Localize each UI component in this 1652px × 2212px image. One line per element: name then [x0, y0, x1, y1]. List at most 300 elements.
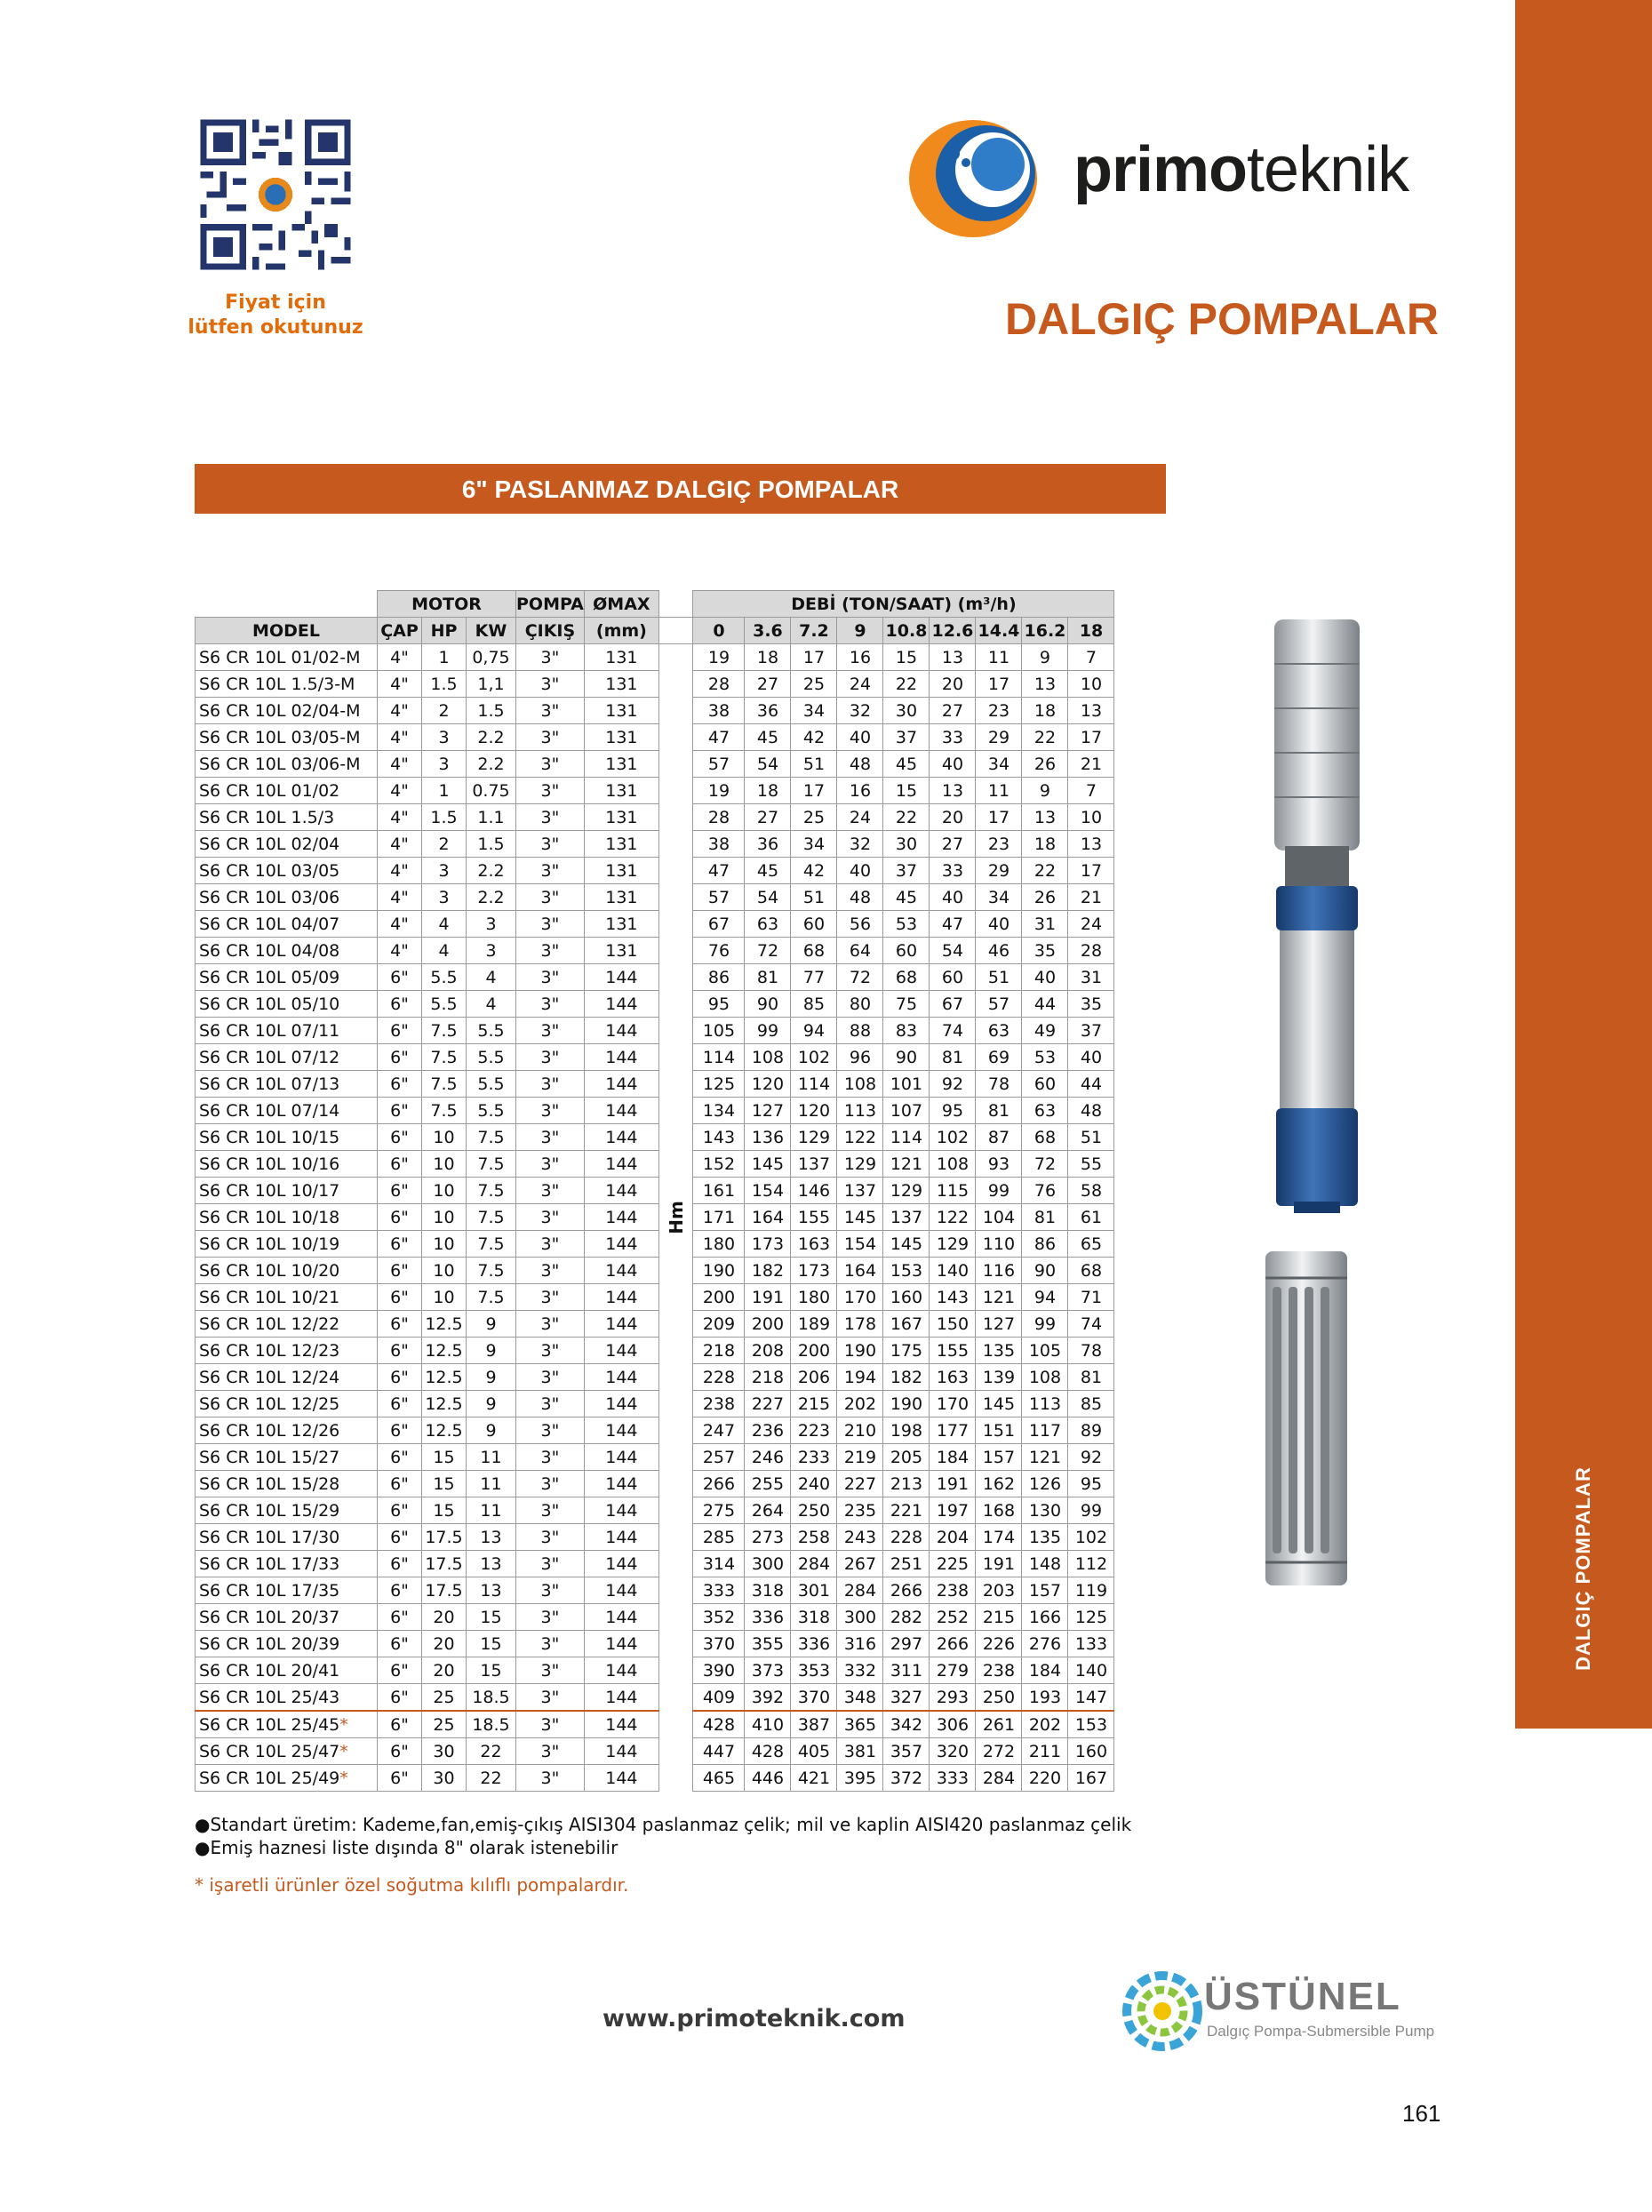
cell-head: 38 [693, 831, 745, 858]
cell-head: 40 [976, 911, 1022, 938]
cell-head: 332 [837, 1657, 883, 1684]
cell-head: 17 [976, 804, 1022, 831]
cell-head: 213 [883, 1471, 930, 1497]
cell-outlet: 3" [516, 671, 585, 698]
cell-model [196, 1604, 378, 1631]
cell-head: 63 [1022, 1098, 1068, 1124]
model-name: S6 CR 10L 17/30 [199, 1527, 340, 1547]
table-row [196, 1631, 1114, 1657]
cell-kw: 22 [467, 1765, 516, 1792]
cell-head: 47 [693, 858, 745, 884]
cell-head: 48 [1068, 1098, 1114, 1124]
cell-kw: 9 [467, 1417, 516, 1444]
model-name: S6 CR 10L 12/25 [199, 1393, 340, 1414]
cell-head: 127 [976, 1311, 1022, 1338]
cell-head: 272 [976, 1738, 1022, 1765]
cell-head: 107 [883, 1098, 930, 1124]
cell-head: 410 [745, 1711, 791, 1738]
cell-head: 105 [1022, 1338, 1068, 1364]
cell-head: 81 [1068, 1364, 1114, 1391]
cell-hp: 2 [422, 831, 467, 858]
cell-hp: 12.5 [422, 1391, 467, 1417]
cell-head: 392 [745, 1684, 791, 1712]
cell-head: 42 [791, 858, 837, 884]
cell-outlet: 3" [516, 1471, 585, 1497]
cell-head: 37 [883, 724, 930, 751]
cell-head: 336 [791, 1631, 837, 1657]
cell-head: 370 [791, 1684, 837, 1712]
cell-omax: 131 [584, 858, 658, 884]
cell-head: 275 [693, 1497, 745, 1524]
table-row [196, 858, 1114, 884]
page-number: 161 [1402, 2100, 1441, 2127]
cell-cap: 6" [378, 1684, 422, 1712]
cell-model [196, 1765, 378, 1792]
cell-omax: 144 [584, 1071, 658, 1098]
cell-head: 153 [883, 1258, 930, 1284]
cell-hp: 25 [422, 1711, 467, 1738]
cell-hp: 1 [422, 778, 467, 804]
table-row [196, 778, 1114, 804]
cell-head: 37 [1068, 1018, 1114, 1044]
cell-head: 182 [883, 1364, 930, 1391]
cell-outlet: 3" [516, 1577, 585, 1604]
model-name: S6 CR 10L 15/27 [199, 1447, 340, 1467]
cell-cap: 4" [378, 724, 422, 751]
cell-head: 150 [930, 1311, 976, 1338]
model-name: S6 CR 10L 07/11 [199, 1020, 340, 1041]
model-name: S6 CR 10L 02/04-M [199, 700, 361, 721]
cell-model [196, 1338, 378, 1364]
cell-head: 164 [837, 1258, 883, 1284]
table-row [196, 884, 1114, 911]
table-row [196, 1044, 1114, 1071]
cell-kw: 1.5 [467, 831, 516, 858]
table-row [196, 1151, 1114, 1178]
cell-kw: 7.5 [467, 1151, 516, 1178]
cell-head: 60 [1022, 1071, 1068, 1098]
cell-head: 336 [745, 1604, 791, 1631]
cell-kw: 2.2 [467, 858, 516, 884]
cell-head: 18 [745, 644, 791, 671]
cell-head: 157 [1022, 1577, 1068, 1604]
cell-head: 31 [1068, 964, 1114, 991]
cell-head: 209 [693, 1311, 745, 1338]
cell-head: 81 [976, 1098, 1022, 1124]
cell-head: 40 [1068, 1044, 1114, 1071]
cell-cap: 6" [378, 1551, 422, 1577]
cell-omax: 131 [584, 671, 658, 698]
cell-outlet: 3" [516, 1444, 585, 1471]
model-name: S6 CR 10L 17/35 [199, 1580, 340, 1601]
cell-head: 45 [745, 858, 791, 884]
cell-outlet: 3" [516, 644, 585, 671]
footnotes [195, 1813, 1131, 1897]
table-row [196, 1604, 1114, 1631]
cell-head: 28 [693, 671, 745, 698]
cell-outlet: 3" [516, 1204, 585, 1231]
cell-head: 11 [976, 778, 1022, 804]
header-flow: 0 [693, 618, 745, 644]
cell-head: 170 [930, 1391, 976, 1417]
cell-head: 102 [791, 1044, 837, 1071]
cell-head: 63 [976, 1018, 1022, 1044]
cell-head: 148 [1022, 1551, 1068, 1577]
cell-head: 47 [930, 911, 976, 938]
table-row [196, 1178, 1114, 1204]
cell-head: 122 [837, 1124, 883, 1151]
cell-head: 342 [883, 1711, 930, 1738]
cell-head: 51 [976, 964, 1022, 991]
cell-hp: 20 [422, 1604, 467, 1631]
header-flow: 16.2 [1022, 618, 1068, 644]
special-cooling-star: * [339, 1714, 348, 1735]
model-name: S6 CR 10L 05/09 [199, 967, 340, 987]
cell-head: 105 [693, 1018, 745, 1044]
cell-kw: 7.5 [467, 1258, 516, 1284]
cell-head: 56 [837, 911, 883, 938]
table-row [196, 1657, 1114, 1684]
cell-head: 72 [837, 964, 883, 991]
brand-bold: primo [1073, 134, 1248, 205]
cell-hp: 10 [422, 1258, 467, 1284]
cell-model [196, 1151, 378, 1178]
table-row [196, 1497, 1114, 1524]
cell-head: 13 [1022, 804, 1068, 831]
cell-head: 60 [791, 911, 837, 938]
cell-head: 137 [837, 1178, 883, 1204]
cell-kw: 9 [467, 1338, 516, 1364]
pump-spec-table [195, 590, 1114, 1792]
cell-head: 22 [883, 804, 930, 831]
cell-kw: 1.1 [467, 804, 516, 831]
cell-kw: 18.5 [467, 1711, 516, 1738]
cell-kw: 2.2 [467, 724, 516, 751]
cell-head: 65 [1068, 1231, 1114, 1258]
cell-head: 160 [1068, 1738, 1114, 1765]
brand-light: teknik [1247, 134, 1409, 205]
cell-head: 45 [883, 751, 930, 778]
cell-head: 208 [745, 1338, 791, 1364]
cell-head: 134 [693, 1098, 745, 1124]
hm-axis-label [658, 644, 693, 1792]
cell-head: 99 [745, 1018, 791, 1044]
website-link[interactable]: www.primoteknik.com [603, 2005, 906, 2032]
cell-cap: 6" [378, 1471, 422, 1497]
model-name: S6 CR 10L 15/28 [199, 1473, 340, 1494]
cell-head: 221 [883, 1497, 930, 1524]
cell-head: 243 [837, 1524, 883, 1551]
cell-outlet: 3" [516, 1044, 585, 1071]
cell-head: 202 [1022, 1711, 1068, 1738]
cell-head: 57 [693, 884, 745, 911]
cell-head: 63 [745, 911, 791, 938]
cell-head: 161 [693, 1178, 745, 1204]
cell-kw: 3 [467, 911, 516, 938]
cell-head: 125 [693, 1071, 745, 1098]
cell-head: 171 [693, 1204, 745, 1231]
cell-hp: 1 [422, 644, 467, 671]
cell-cap: 6" [378, 1444, 422, 1471]
cell-head: 40 [837, 724, 883, 751]
cell-omax: 144 [584, 1204, 658, 1231]
cell-head: 135 [1022, 1524, 1068, 1551]
cell-head: 154 [837, 1231, 883, 1258]
model-name: S6 CR 10L 07/14 [199, 1100, 340, 1121]
cell-hp: 10 [422, 1231, 467, 1258]
cell-head: 266 [693, 1471, 745, 1497]
cell-model [196, 1098, 378, 1124]
cell-cap: 6" [378, 1284, 422, 1311]
model-name: S6 CR 10L 20/39 [199, 1633, 340, 1654]
cell-omax: 131 [584, 804, 658, 831]
header-cap: ÇAP [378, 618, 422, 644]
cell-head: 9 [1022, 778, 1068, 804]
cell-head: 316 [837, 1631, 883, 1657]
cell-head: 68 [791, 938, 837, 964]
cell-head: 58 [1068, 1178, 1114, 1204]
cell-cap: 6" [378, 1391, 422, 1417]
table-row [196, 964, 1114, 991]
cell-head: 81 [930, 1044, 976, 1071]
pump-end-photo [1260, 1251, 1353, 1585]
table-row [196, 1311, 1114, 1338]
cell-head: 381 [837, 1738, 883, 1765]
cell-head: 55 [1068, 1151, 1114, 1178]
header-flow: 12.6 [930, 618, 976, 644]
cell-head: 284 [976, 1765, 1022, 1792]
cell-hp: 5.5 [422, 991, 467, 1018]
cell-head: 129 [837, 1151, 883, 1178]
cell-head: 18 [1022, 831, 1068, 858]
model-name: S6 CR 10L 17/33 [199, 1553, 340, 1574]
cell-omax: 144 [584, 991, 658, 1018]
cell-hp: 30 [422, 1738, 467, 1765]
cell-head: 327 [883, 1684, 930, 1712]
cell-cap: 6" [378, 1577, 422, 1604]
model-name: S6 CR 10L 10/16 [199, 1154, 340, 1174]
cell-omax: 144 [584, 1551, 658, 1577]
cell-head: 92 [930, 1071, 976, 1098]
cell-cap: 6" [378, 1018, 422, 1044]
cell-head: 42 [791, 724, 837, 751]
model-name: S6 CR 10L 03/05 [199, 860, 340, 881]
cell-head: 121 [976, 1284, 1022, 1311]
cell-head: 143 [930, 1284, 976, 1311]
cell-head: 90 [883, 1044, 930, 1071]
cell-hp: 1.5 [422, 804, 467, 831]
cell-head: 197 [930, 1497, 976, 1524]
cell-head: 26 [1022, 884, 1068, 911]
cell-head: 155 [791, 1204, 837, 1231]
cell-head: 297 [883, 1631, 930, 1657]
cell-head: 314 [693, 1551, 745, 1577]
cell-cap: 6" [378, 1631, 422, 1657]
cell-head: 266 [930, 1631, 976, 1657]
cell-omax: 131 [584, 778, 658, 804]
cell-head: 167 [883, 1311, 930, 1338]
cell-head: 78 [1068, 1338, 1114, 1364]
cell-head: 69 [976, 1044, 1022, 1071]
cell-head: 145 [837, 1204, 883, 1231]
cell-head: 44 [1068, 1071, 1114, 1098]
cell-head: 99 [976, 1178, 1022, 1204]
cell-omax: 144 [584, 964, 658, 991]
cell-head: 219 [837, 1444, 883, 1471]
model-name: S6 CR 10L 12/26 [199, 1420, 340, 1441]
cell-kw: 4 [467, 964, 516, 991]
cell-head: 191 [976, 1551, 1022, 1577]
cell-head: 120 [745, 1071, 791, 1098]
cell-head: 119 [1068, 1577, 1114, 1604]
cell-head: 112 [1068, 1551, 1114, 1577]
cell-head: 28 [693, 804, 745, 831]
cell-head: 74 [930, 1018, 976, 1044]
header-hp: HP [422, 618, 467, 644]
cell-head: 34 [976, 751, 1022, 778]
cell-head: 64 [837, 938, 883, 964]
model-name: S6 CR 10L 03/06 [199, 887, 340, 907]
cell-hp: 1.5 [422, 671, 467, 698]
cell-omax: 131 [584, 644, 658, 671]
cell-model [196, 1071, 378, 1098]
cell-head: 145 [883, 1231, 930, 1258]
cell-head: 92 [1068, 1444, 1114, 1471]
note-suction-chamber: ●Emiş haznesi liste dışında 8" olarak istenebilir [195, 1837, 619, 1858]
cell-head: 300 [837, 1604, 883, 1631]
cell-head: 31 [1022, 911, 1068, 938]
cell-head: 13 [1068, 831, 1114, 858]
cell-head: 61 [1068, 1204, 1114, 1231]
cell-head: 167 [1068, 1765, 1114, 1792]
cell-head: 160 [883, 1284, 930, 1311]
cell-head: 96 [837, 1044, 883, 1071]
cell-head: 162 [976, 1471, 1022, 1497]
cell-head: 348 [837, 1684, 883, 1712]
cell-head: 16 [837, 644, 883, 671]
cell-head: 81 [745, 964, 791, 991]
cell-kw: 0.75 [467, 778, 516, 804]
cell-head: 225 [930, 1551, 976, 1577]
cell-head: 276 [1022, 1631, 1068, 1657]
cell-head: 333 [930, 1765, 976, 1792]
cell-cap: 6" [378, 1071, 422, 1098]
cell-head: 137 [883, 1204, 930, 1231]
cell-model [196, 804, 378, 831]
cell-model [196, 1044, 378, 1071]
cell-head: 116 [976, 1258, 1022, 1284]
cell-omax: 144 [584, 1178, 658, 1204]
cell-head: 223 [791, 1417, 837, 1444]
model-name: S6 CR 10L 25/47 [199, 1741, 340, 1761]
cell-head: 68 [1022, 1124, 1068, 1151]
cell-model [196, 1657, 378, 1684]
cell-head: 190 [837, 1338, 883, 1364]
cell-omax: 144 [584, 1018, 658, 1044]
cell-kw: 11 [467, 1471, 516, 1497]
header-omax: ØMAX [584, 591, 658, 618]
cell-kw: 15 [467, 1631, 516, 1657]
cell-outlet: 3" [516, 1497, 585, 1524]
cell-head: 13 [1068, 698, 1114, 724]
cell-head: 446 [745, 1765, 791, 1792]
cell-head: 182 [745, 1258, 791, 1284]
cell-kw: 5.5 [467, 1098, 516, 1124]
cell-head: 45 [883, 884, 930, 911]
cell-hp: 10 [422, 1178, 467, 1204]
cell-head: 95 [930, 1098, 976, 1124]
cell-head: 115 [930, 1178, 976, 1204]
cell-model [196, 751, 378, 778]
cell-outlet: 3" [516, 698, 585, 724]
cell-head: 108 [1022, 1364, 1068, 1391]
cell-head: 218 [745, 1364, 791, 1391]
cell-head: 145 [745, 1151, 791, 1178]
table-row [196, 698, 1114, 724]
cell-head: 11 [976, 644, 1022, 671]
cell-head: 198 [883, 1417, 930, 1444]
cell-head: 7 [1068, 644, 1114, 671]
cell-model [196, 1178, 378, 1204]
cell-head: 226 [976, 1631, 1022, 1657]
cell-head: 220 [1022, 1765, 1068, 1792]
cell-head: 72 [1022, 1151, 1068, 1178]
cell-model [196, 1497, 378, 1524]
cell-head: 157 [976, 1444, 1022, 1471]
cell-head: 282 [883, 1604, 930, 1631]
cell-head: 86 [693, 964, 745, 991]
cell-head: 210 [837, 1417, 883, 1444]
cell-hp: 20 [422, 1631, 467, 1657]
cell-omax: 131 [584, 724, 658, 751]
cell-head: 233 [791, 1444, 837, 1471]
qr-code[interactable] [194, 113, 357, 276]
cell-head: 125 [1068, 1604, 1114, 1631]
model-name: S6 CR 10L 12/24 [199, 1367, 340, 1387]
model-name: S6 CR 10L 05/10 [199, 994, 340, 1014]
cell-kw: 22 [467, 1738, 516, 1765]
cell-model [196, 1551, 378, 1577]
cell-outlet: 3" [516, 1311, 585, 1338]
cell-head: 49 [1022, 1018, 1068, 1044]
cell-model [196, 991, 378, 1018]
table-row [196, 1204, 1114, 1231]
cell-outlet: 3" [516, 1524, 585, 1551]
cell-head: 67 [693, 911, 745, 938]
cell-head: 53 [883, 911, 930, 938]
cell-head: 203 [976, 1577, 1022, 1604]
cell-head: 27 [745, 804, 791, 831]
cell-head: 78 [976, 1071, 1022, 1098]
model-name: S6 CR 10L 1.5/3-M [199, 674, 355, 694]
model-name: S6 CR 10L 07/13 [199, 1074, 340, 1094]
cell-head: 251 [883, 1551, 930, 1577]
cell-head: 252 [930, 1604, 976, 1631]
cell-head: 17 [791, 644, 837, 671]
cell-head: 318 [791, 1604, 837, 1631]
cell-outlet: 3" [516, 884, 585, 911]
cell-head: 130 [1022, 1497, 1068, 1524]
table-row [196, 1765, 1114, 1792]
model-name: S6 CR 10L 20/41 [199, 1660, 340, 1681]
model-name: S6 CR 10L 1.5/3 [199, 807, 335, 827]
model-name: S6 CR 10L 12/22 [199, 1314, 340, 1334]
cell-head: 311 [883, 1657, 930, 1684]
cell-head: 293 [930, 1684, 976, 1712]
cell-head: 151 [976, 1417, 1022, 1444]
cell-head: 108 [930, 1151, 976, 1178]
cell-head: 51 [791, 751, 837, 778]
